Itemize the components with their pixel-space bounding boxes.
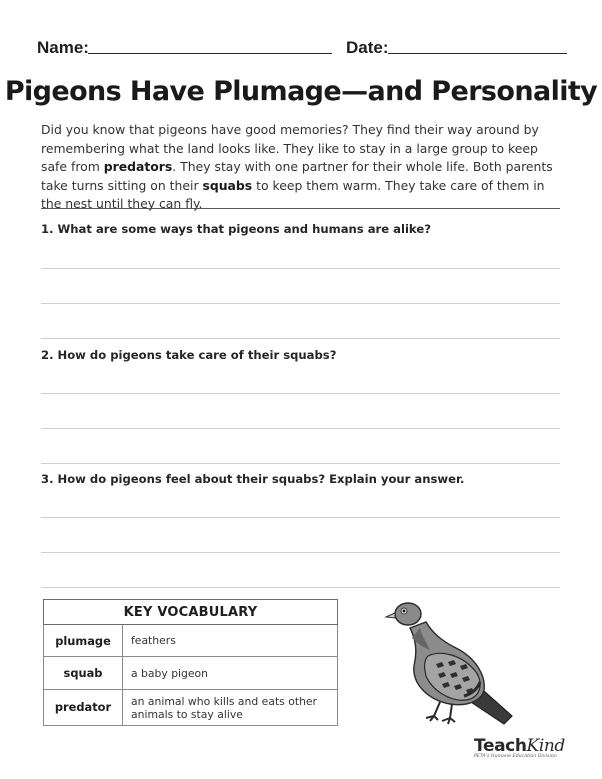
pigeon-icon <box>380 592 520 732</box>
vocabulary-row <box>44 625 338 657</box>
vocabulary-row <box>44 657 338 690</box>
vocabulary-term: plumage <box>44 625 123 657</box>
name-label: Name: <box>37 38 89 57</box>
vocab-word-squabs: squabs <box>202 177 253 193</box>
intro-text-2: . They stay with one partner for their whole life. Both parents take turns sitting on their <box>41 159 553 193</box>
page-title: Pigeons Have Plumage—and Personality <box>4 76 598 107</box>
answer-line-2a[interactable] <box>41 393 560 394</box>
vocabulary-term: predator <box>44 690 123 726</box>
logo-tagline: PETA's Humane Education Division <box>474 754 557 759</box>
vocabulary-table <box>43 599 338 726</box>
date-field[interactable] <box>388 53 567 54</box>
logo-text-italic: Kind <box>526 736 565 756</box>
name-field[interactable] <box>88 53 332 54</box>
answer-line-2b[interactable] <box>41 428 560 429</box>
answer-line-3c[interactable] <box>41 587 560 588</box>
vocab-word-predators: predators <box>103 159 173 175</box>
answer-line-1a[interactable] <box>41 268 560 269</box>
answer-line-3b[interactable] <box>41 552 560 553</box>
vocabulary-definition: an animal who kills and eats other animals to stay alive <box>123 690 338 726</box>
answer-line-3a[interactable] <box>41 517 560 518</box>
question-2: 2. How do pigeons take care of their squabs? <box>41 348 337 362</box>
question-1: 1. What are some ways that pigeons and humans are alike? <box>41 222 431 236</box>
answer-line-1c[interactable] <box>41 338 560 339</box>
vocabulary-row <box>44 690 338 726</box>
section-divider <box>41 208 560 209</box>
intro-paragraph <box>41 121 566 214</box>
vocabulary-definition: a baby pigeon <box>123 657 338 690</box>
question-3: 3. How do pigeons feel about their squabs? Explain your answer. <box>41 472 465 486</box>
vocabulary-table-title: KEY VOCABULARY <box>44 600 338 625</box>
date-label: Date: <box>346 38 389 57</box>
intro-text-1: Did you know that pigeons have good memories? They find their way around by remembering what the land looks like. They like to stay in a large group to keep safe from <box>41 122 539 175</box>
logo-text-bold: Teach <box>474 736 527 756</box>
intro-text-3: to keep them warm. They take care of them in the nest until they can fly. <box>41 177 545 212</box>
vocabulary-term: squab <box>44 657 123 690</box>
answer-line-2c[interactable] <box>41 463 560 464</box>
vocabulary-definition: feathers <box>123 625 338 657</box>
answer-line-1b[interactable] <box>41 303 560 304</box>
teachkind-logo <box>474 736 564 759</box>
